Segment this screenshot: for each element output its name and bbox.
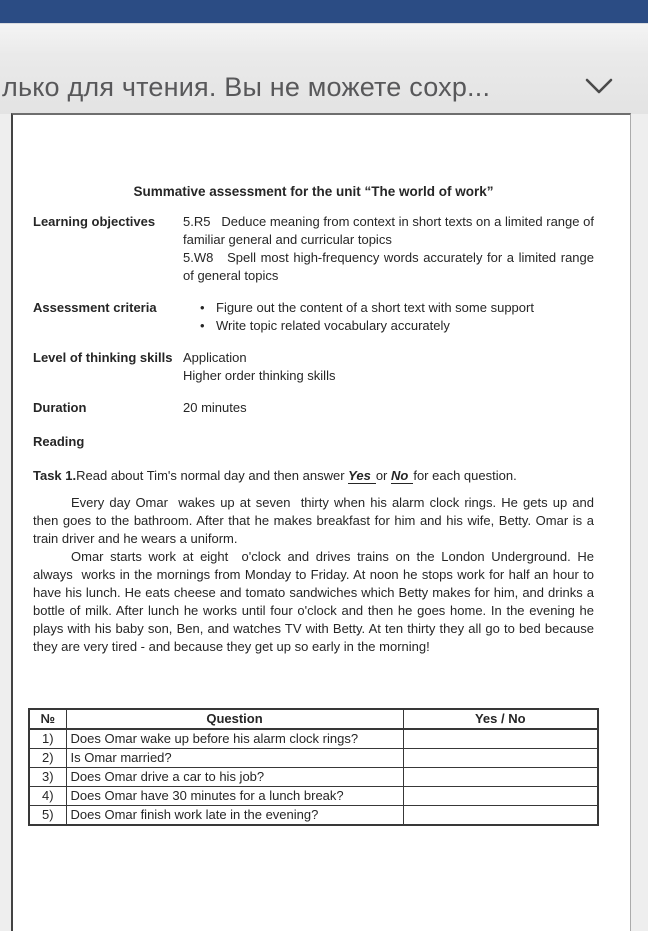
bullet-marker: • [200,300,205,315]
task-text-3: for each question. [413,468,517,483]
criteria-bullet-2 [183,317,594,335]
document-page [11,113,631,931]
reading-passage [33,494,594,656]
learning-objective-2: 5.W8 Spell most high-frequency words accurately for a limited range of general topics [183,250,594,283]
task-text-1: Read about Tim's normal day and then answer [76,468,349,483]
meta-row-learning-objectives [33,213,594,285]
header-question: Question [66,709,403,729]
task-no-keyword: No [391,468,413,484]
criteria-bullet-2-text: Write topic related vocabulary accurately [216,318,450,333]
answer-cell [403,749,598,768]
section-heading-reading: Reading [33,434,85,449]
task-label: Task 1. [33,468,77,483]
header-number: № [29,709,66,729]
task-text-2: or [375,468,391,483]
thinking-skills-line-2: Higher order thinking skills [183,368,336,383]
table-row [29,768,598,787]
thinking-skills-line-1: Application [183,350,247,365]
table-header-row [29,709,598,729]
questions-table [28,708,599,826]
task-instruction [33,467,594,485]
table-row [29,806,598,826]
meta-row-duration [33,399,594,417]
learning-objective-1: 5.R5 Deduce meaning from context in short texts on a limited range of familiar general and curricular topics [183,214,594,247]
answer-cell [403,729,598,749]
meta-row-assessment-criteria [33,299,594,335]
question-cell: Does Omar drive a car to his job? [66,768,403,787]
app-titlebar [0,0,648,23]
meta-row-thinking-skills [33,349,594,385]
row-number-cell: 3) [29,768,66,787]
meta-label-duration: Duration [33,400,87,415]
row-number-cell: 5) [29,806,66,826]
passage-paragraph-1: Every day Omar wakes up at seven thirty when his alarm clock rings. He gets up and then goes to the bathroom. After that he makes breakfast for him and his wife, Betty. Omar is a train driver and he wears a uniform. [33,495,594,546]
document-title: Summative assessment for the unit “The world of work” [133,184,494,199]
readonly-banner[interactable] [0,23,648,114]
duration-value: 20 minutes [183,400,247,415]
row-number-cell: 2) [29,749,66,768]
answer-cell [403,806,598,826]
meta-label-thinking-skills: Level of thinking skills [33,350,173,365]
row-number-cell: 4) [29,787,66,806]
meta-label-learning-objectives: Learning objectives [33,214,156,229]
task-yes-keyword: Yes [348,468,376,484]
table-row [29,787,598,806]
readonly-banner-text: лько для чтения. Вы не можете сохр... [2,72,491,102]
question-cell: Does Omar have 30 minutes for a lunch break? [66,787,403,806]
question-cell: Does Omar wake up before his alarm clock rings? [66,729,403,749]
row-number-cell: 1) [29,729,66,749]
bullet-marker: • [200,318,205,333]
chevron-down-icon[interactable] [584,77,614,97]
answer-cell [403,768,598,787]
table-row [29,729,598,749]
question-cell: Does Omar finish work late in the evening? [66,806,403,826]
criteria-bullet-1 [183,299,594,317]
answer-cell [403,787,598,806]
header-yes-no: Yes / No [403,709,598,729]
question-cell: Is Omar married? [66,749,403,768]
criteria-bullet-1-text: Figure out the content of a short text with some support [216,300,534,315]
meta-label-assessment-criteria: Assessment criteria [33,300,157,315]
table-row [29,749,598,768]
passage-paragraph-2: Omar starts work at eight o'clock and drives trains on the London Underground. He always works in the mornings from Monday to Friday. At noon he stops work for half an hour to have his lunch. He eats cheese and tomato sandwiches which Betty makes for him, and drinks a bottle of milk. After lunch he works until four o'clock and then he goes home. In the evening he plays with his baby son, Ben, and watches TV with Betty. At ten thirty they all go to bed because they are very tired - and because they get up so early in the morning! [33,549,594,654]
